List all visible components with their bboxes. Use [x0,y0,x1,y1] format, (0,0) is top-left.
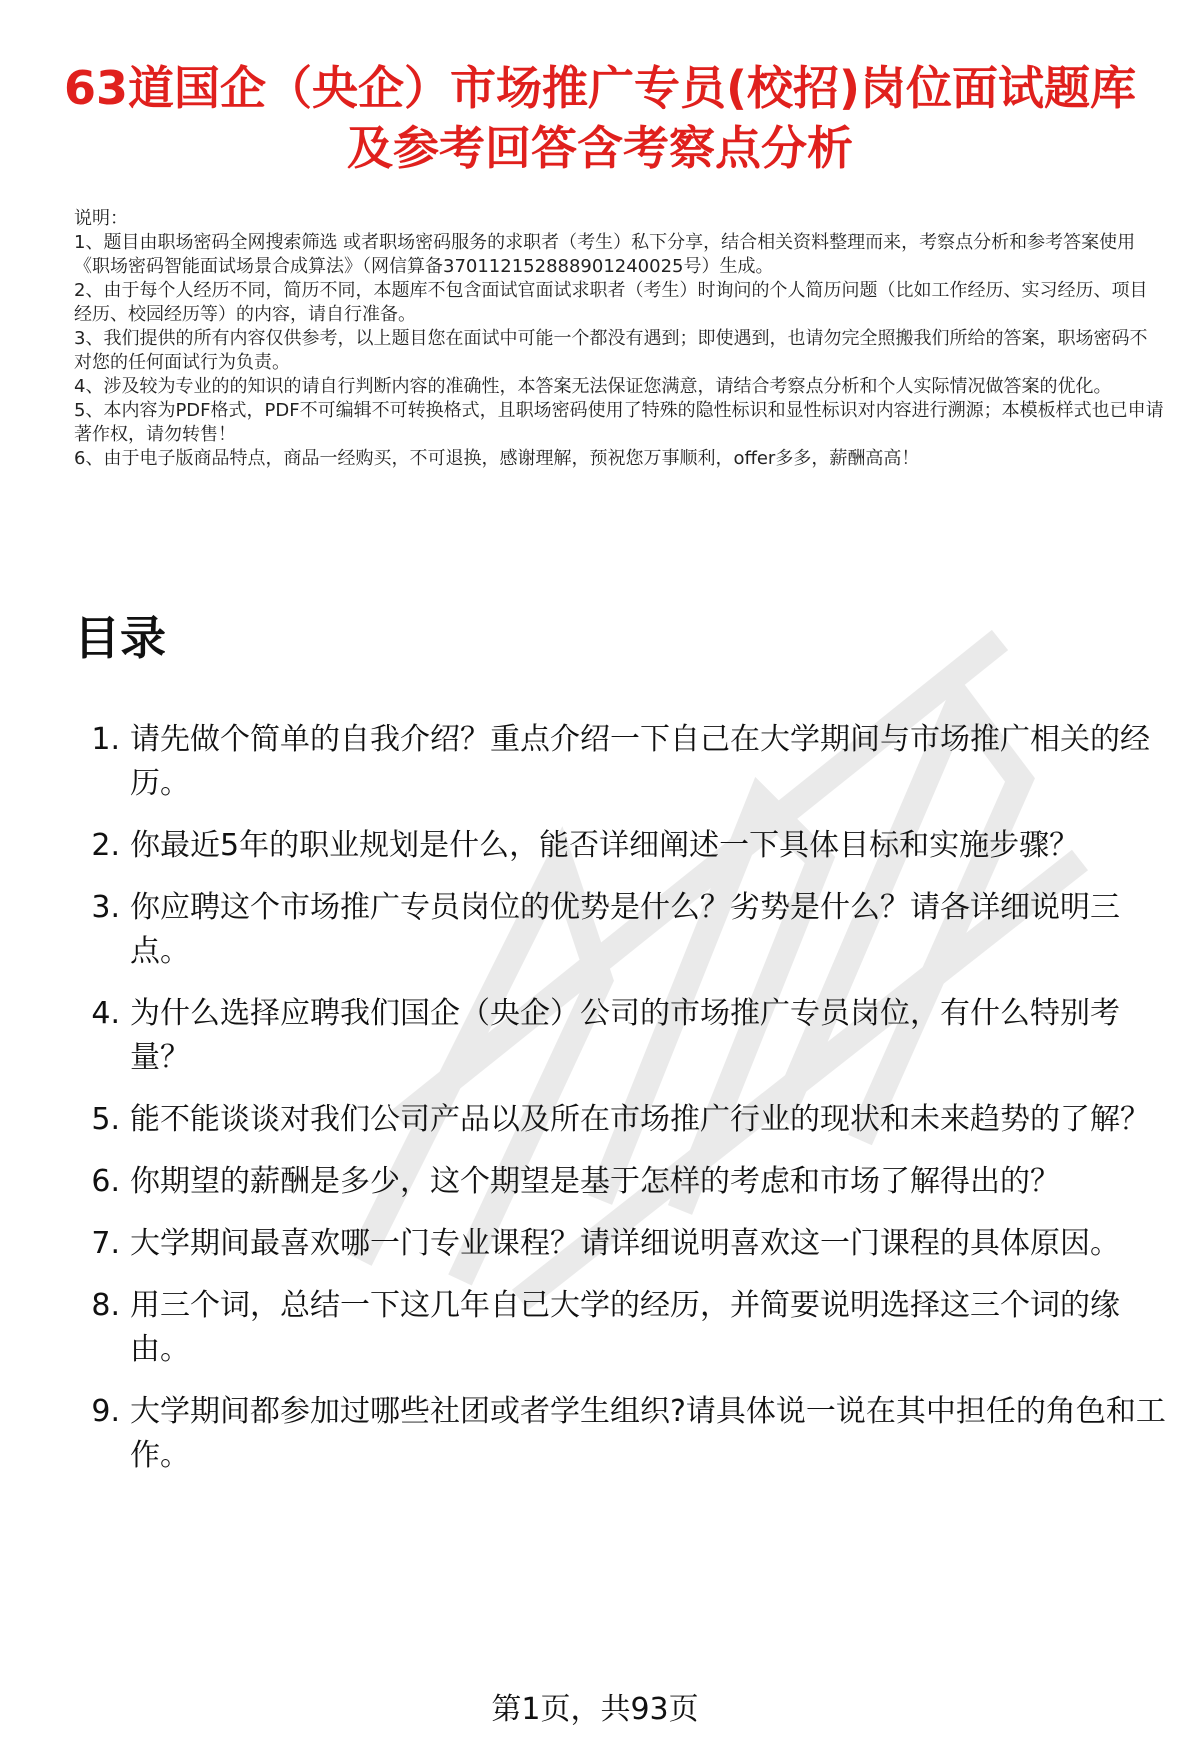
question-number: 8. [91,1288,120,1323]
question-number: 5. [91,1102,120,1137]
question-number: 6. [91,1164,120,1199]
question-text: 大学期间都参加过哪些社团或者学生组织?请具体说一说在其中担任的角色和工作。 [130,1394,1166,1473]
question-number: 7. [91,1226,120,1261]
question-number: 1. [91,722,120,757]
question-item [74,1284,1170,1372]
question-item [74,1222,1170,1266]
question-number: 2. [91,828,120,863]
question-list [74,718,1170,1496]
question-number: 9. [91,1394,120,1429]
question-item [74,992,1170,1080]
question-item [74,1390,1170,1478]
note-item: 3、我们提供的所有内容仅供参考，以上题目您在面试中可能一个都没有遇到；即使遇到，也请勿完全照搬我们所给的答案，职场密码不对您的任何面试行为负责。 [74,328,1148,373]
document-title: 63道国企（央企）市场推广专员(校招)岗位面试题库及参考回答含考察点分析 [63,61,1137,175]
question-text: 用三个词，总结一下这几年自己大学的经历，并简要说明选择这三个词的缘由。 [130,1288,1120,1367]
question-item [74,1160,1170,1204]
question-text: 你应聘这个市场推广专员岗位的优势是什么？劣势是什么？请各详细说明三点。 [130,890,1120,969]
question-text: 你最近5年的职业规划是什么，能否详细阐述一下具体目标和实施步骤？ [130,828,1080,863]
toc-heading: 目录 [74,611,166,665]
note-item: 2、由于每个人经历不同，简历不同，本题库不包含面试官面试求职者（考生）时询问的个人简历问题（比如工作经历、实习经历、项目经历、校园经历等）的内容，请自行准备。 [74,280,1148,325]
note-item: 4、涉及较为专业的的知识的请自行判断内容的准确性，本答案无法保证您满意，请结合考察点分析和个人实际情况做答案的优化。 [74,376,1112,397]
question-text: 能不能谈谈对我们公司产品以及所在市场推广行业的现状和未来趋势的了解？ [130,1102,1150,1137]
question-item [74,824,1170,868]
question-text: 为什么选择应聘我们国企（央企）公司的市场推广专员岗位，有什么特别考量？ [130,996,1120,1075]
question-text: 请先做个简单的自我介绍？重点介绍一下自己在大学期间与市场推广相关的经历。 [130,722,1150,801]
question-text: 大学期间最喜欢哪一门专业课程？请详细说明喜欢这一门课程的具体原因。 [130,1226,1120,1261]
question-number: 3. [91,890,120,925]
question-item [74,1098,1170,1142]
question-text: 你期望的薪酬是多少，这个期望是基于怎样的考虑和市场了解得出的？ [130,1164,1060,1199]
page-footer: 第1页，共93页 [491,1692,699,1727]
notes-heading: 说明： [74,208,128,229]
question-item [74,886,1170,974]
question-number: 4. [91,996,120,1031]
question-item [74,718,1170,806]
note-item: 1、题目由职场密码全网搜索筛选 或者职场密码服务的求职者（考生）私下分享，结合相关资料整理而来，考察点分析和参考答案使用《职场密码智能面试场景合成算法》（网信算备370112152888901240025号）生成。 [74,232,1136,277]
notes-section [74,207,1164,471]
note-item: 5、本内容为PDF格式，PDF不可编辑不可转换格式，且职场密码使用了特殊的隐性标识和显性标识对内容进行溯源；本模板样式也已申请著作权，请勿转售！ [74,400,1164,445]
note-item: 6、由于电子版商品特点，商品一经购买，不可退换，感谢理解，预祝您万事顺利，offer多多，薪酬高高！ [74,448,920,469]
